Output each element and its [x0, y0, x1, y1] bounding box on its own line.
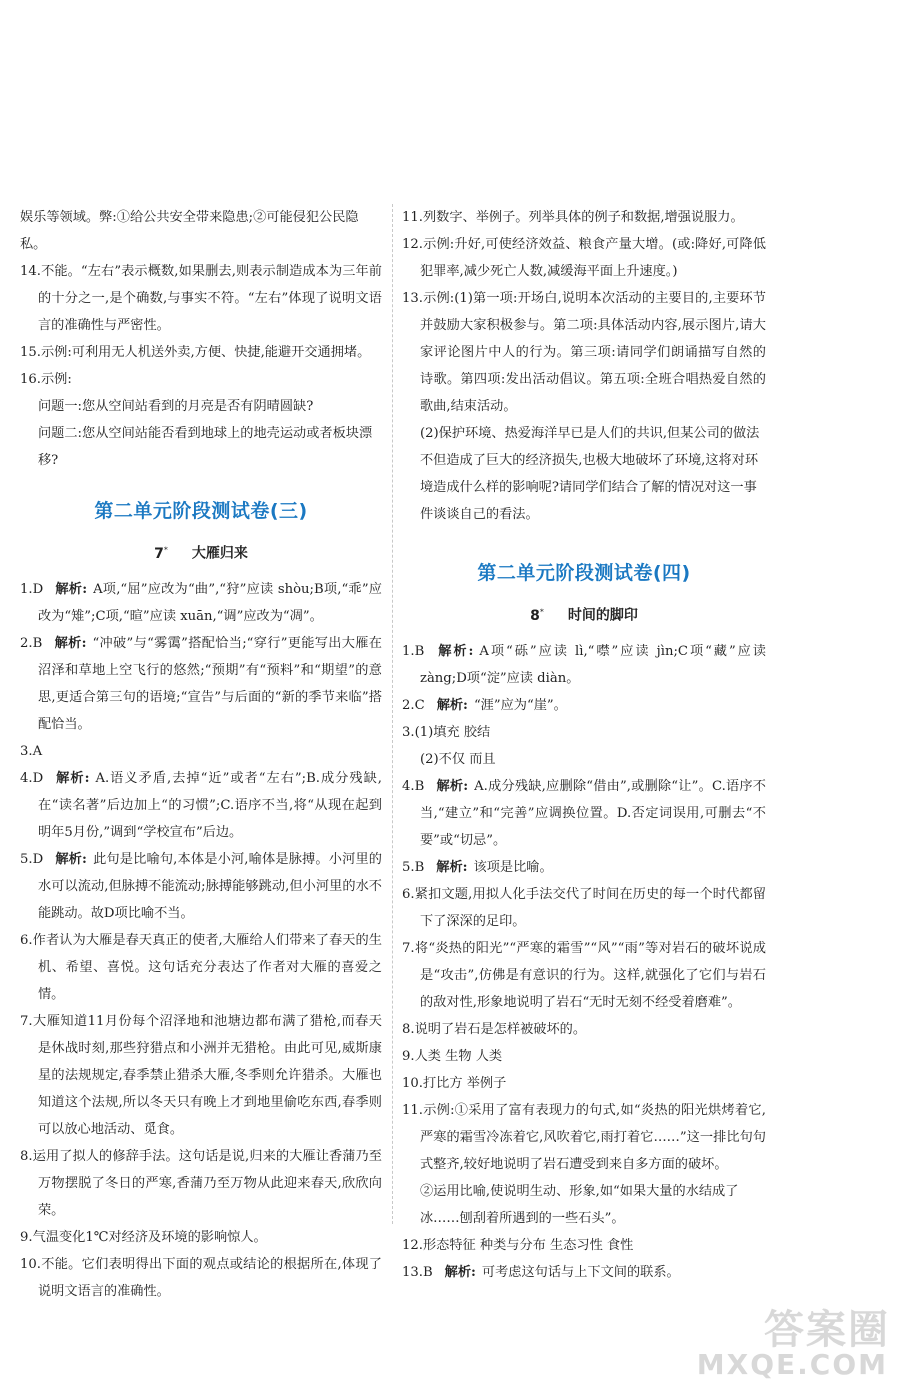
- answer-item: [402, 719, 766, 746]
- answer-text: 打比方 举例子: [422, 1075, 507, 1091]
- answer-number: 9.: [20, 1229, 33, 1245]
- answer-item: [20, 738, 382, 765]
- answer-item: [20, 1251, 382, 1305]
- answer-item: [402, 881, 766, 935]
- answer-text: 形态特征 种类与分布 生态习性 食性: [422, 1237, 634, 1253]
- answer-number: 3.A: [20, 743, 43, 759]
- left-column: [20, 204, 382, 1305]
- answer-text: 作者认为大雁是春天真正的使者,大雁给人们带来了春天的生机、希望、喜悦。这句话充分表达了作者对大雁的喜爱之情。: [32, 932, 382, 1002]
- answer-item: [402, 1232, 766, 1259]
- answer-item: 11.列数字、举例子。列举具体的例子和数据,增强说服力。: [402, 210, 744, 225]
- answer-text: A项“砾”应读 lì,“噤”应读 jìn;C项“藏”应读 zàng;D项“淀”应读 diàn。: [420, 643, 766, 686]
- answer-item: [402, 854, 766, 881]
- answer-text: “涯”应为“崖”。: [473, 697, 567, 713]
- answer-item: 13.示例:(1)第一项:开场白,说明本次活动的主要目的,主要环节并鼓励大家积极参与。第二项:具体活动内容,展示图片,请大家评论图片中人的行为。第三项:请同学们朗诵描写自然的诗歌。第四项:发出活动倡议。第五项:全班合唱热爱自然的歌曲,结束活动。: [402, 291, 766, 414]
- answer-number: 2.B: [20, 635, 43, 651]
- answer-text: 不能。它们表明得出下面的观点或结论的根据所在,体现了说明文语言的准确性。: [38, 1256, 382, 1299]
- answer-item: 娱乐等领域。弊:①给公共安全带来隐患;②可能侵犯公民隐私。: [20, 210, 359, 252]
- lesson-title: 时间的脚印: [567, 607, 638, 624]
- answer-item: [402, 638, 766, 692]
- answer-item: 15.示例:可利用无人机送外卖,方便、快捷,能避开交通拥堵。: [20, 345, 371, 360]
- answer-number: 7.: [402, 940, 415, 956]
- answer-text: A.成分残缺,应删除“借由”,或删除“让”。C.语序不当,“建立”和“完善”应调换位置。D.否定词误用,可删去“不要”或“切忌”。: [420, 778, 766, 848]
- answer-number: 13.B: [402, 1264, 433, 1280]
- answer-number: 12.: [402, 1237, 423, 1253]
- answer-item: [402, 1043, 766, 1070]
- analysis-label: 解析:: [436, 778, 469, 794]
- answer-item: [402, 773, 766, 854]
- answer-item: [402, 1259, 766, 1286]
- answer-number: 4.D: [20, 770, 44, 786]
- answer-text: (1)填充 胶结: [414, 724, 491, 740]
- answer-item: [402, 1070, 766, 1097]
- answer-text: 将“炎热的阳光”“严寒的霜雪”“风”“雨”等对岩石的破坏说成是“攻击”,仿佛是有意识的行为。这样,就强化了它们与岩石的敌对性,形象地说明了岩石“无时无刻不经受着磨难”。: [414, 940, 766, 1010]
- answer-number: 11.: [402, 1102, 423, 1118]
- answer-text: 人类 生物 人类: [414, 1048, 503, 1064]
- answer-item: [402, 692, 766, 719]
- answer-item: [20, 846, 382, 927]
- right-answers-list-1: [402, 638, 766, 746]
- watermark-line-2: MXQE.COM: [696, 1348, 888, 1381]
- q11-sub-2: ②运用比喻,使说明生动、形象,如“如果大量的水结成了冰……刨刮着所遇到的一些石头”。: [420, 1183, 739, 1226]
- answer-text: 此句是比喻句,本体是小河,喻体是脉搏。小河里的水可以流动,但脉搏不能流动;脉搏能够跳动,但小河里的水不能跳动。故D项比喻不当。: [38, 851, 382, 921]
- answer-item: [20, 927, 382, 1008]
- analysis-label: 解析:: [444, 1264, 476, 1280]
- right-column: [402, 204, 766, 1286]
- answer-item: [402, 935, 766, 1016]
- answer-item: 16.示例:: [20, 372, 72, 387]
- analysis-label: 解析:: [54, 635, 87, 651]
- answer-text: 气温变化1℃对经济及环境的影响惊人。: [32, 1229, 267, 1245]
- lesson-mark: *: [163, 545, 168, 554]
- answer-number: 5.D: [20, 851, 44, 867]
- column-divider: [392, 204, 393, 1224]
- answer-number: 7.: [20, 1013, 33, 1029]
- answer-item: [20, 1143, 382, 1224]
- lesson-heading-8: [402, 598, 766, 630]
- answer-number: 5.B: [402, 859, 425, 875]
- answer-text: 该项是比喻。: [473, 859, 553, 875]
- answer-text: A.语义矛盾,去掉“近”或者“左右”;B.成分残缺,在“读名著”后边加上“的习惯”;C.语序不当,将“从现在起到明年5月份,”调到“学校宣布”后边。: [38, 770, 382, 840]
- q16-sub-2: 问题二:您从空间站能否看到地球上的地壳运动或者板块漂移?: [38, 426, 373, 468]
- lesson-number: 8: [530, 607, 540, 624]
- answer-item: [402, 1016, 766, 1043]
- right-answers-list-2: [402, 773, 766, 1178]
- analysis-label: 解析:: [55, 770, 90, 786]
- q3-sub-2: (2)不仅 而且: [420, 751, 496, 767]
- answer-text: 示例:①采用了富有表现力的句式,如“炎热的阳光烘烤着它,严寒的霜雪冷冻着它,风吹着它,雨打着它……”这一排比句句式整齐,较好地说明了岩石遭受到来自多方面的破坏。: [420, 1102, 766, 1172]
- answer-number: 1.B: [402, 643, 425, 659]
- answer-text: 运用了拟人的修辞手法。这句话是说,归来的大雁让香蒲乃至万物摆脱了冬日的严寒,香蒲乃至万物从此迎来春天,欣欣向荣。: [32, 1148, 382, 1218]
- analysis-label: 解析:: [436, 859, 468, 875]
- answer-number: 1.D: [20, 581, 44, 597]
- answer-text: A项,“屈”应改为“曲”,“狩”应读 shòu;B项,“乖”应改为“雉”;C项,“暄”应读 xuān,“调”应改为“凋”。: [38, 581, 382, 624]
- answer-text: 说明了岩石是怎样被破坏的。: [414, 1021, 587, 1037]
- section-title-4: 第二单元阶段测试卷(四): [477, 562, 691, 584]
- q13-sub-2: (2)保护环境、热爱海洋早已是人们的共识,但某公司的做法不但造成了巨大的经济损失,也极大地破坏了环境,这将对环境造成什么样的影响呢?请同学们结合了解的情况对这一事件谈谈自己的看法。: [420, 426, 760, 522]
- answer-item: 12.示例:升好,可使经济效益、粮食产量大增。(或:降好,可降低犯罪率,减少死亡人数,减缓海平面上升速度。): [402, 237, 766, 279]
- answer-number: 3.: [402, 724, 415, 740]
- lesson-title: 大雁归来: [191, 545, 248, 562]
- answer-number: 6.: [20, 932, 33, 948]
- section-title-3: 第二单元阶段测试卷(三): [94, 500, 308, 522]
- answer-number: 4.B: [402, 778, 425, 794]
- answer-item: 14.不能。“左右”表示概数,如果删去,则表示制造成本为三年前的十分之一,是个确数,与事实不符。“左右”体现了说明文语言的准确性与严密性。: [20, 264, 382, 333]
- lesson-mark: *: [539, 607, 544, 616]
- answer-text: 紧扣文题,用拟人化手法交代了时间在历史的每一个时代都留下了深深的足印。: [414, 886, 766, 929]
- analysis-label: 解析:: [436, 697, 468, 713]
- answer-item: [20, 1008, 382, 1143]
- answer-number: 9.: [402, 1048, 415, 1064]
- lesson-heading-7: [20, 536, 382, 568]
- answer-number: 2.C: [402, 697, 425, 713]
- answer-number: 8.: [20, 1148, 33, 1164]
- left-answers-continued: [20, 204, 382, 393]
- answer-number: 10.: [20, 1256, 41, 1272]
- watermark-logo: [696, 1290, 900, 1390]
- answer-text: 大雁知道11月份每个沼泽地和池塘边都布满了猎枪,而春天是休战时刻,那些狩猎点和小洲并无猎枪。由此可见,威斯康星的法规规定,春季禁止猎杀大雁,冬季则允许猎杀。大雁也知道这个法规,所以冬天只有晚上才到地里偷吃东西,春季则可以放心地活动、觅食。: [32, 1013, 382, 1137]
- answer-text: 可考虑这句话与上下文间的联系。: [481, 1264, 680, 1280]
- q16-sub-1: 问题一:您从空间站看到的月亮是否有阴晴圆缺?: [38, 399, 314, 414]
- answer-item: [20, 576, 382, 630]
- answer-number: 6.: [402, 886, 415, 902]
- analysis-label: 解析:: [55, 581, 88, 597]
- watermark-line-1: 答案圈: [764, 1307, 890, 1353]
- lesson-number: 7: [154, 545, 164, 562]
- analysis-label: 解析:: [55, 851, 87, 867]
- answer-number: 8.: [402, 1021, 415, 1037]
- right-answers-continued: [402, 204, 766, 420]
- answer-item: [402, 1097, 766, 1178]
- left-answers-list: [20, 576, 382, 1305]
- answer-item: [20, 630, 382, 738]
- answer-item: [20, 1224, 382, 1251]
- right-answers-list-3: [402, 1232, 766, 1286]
- answer-text: “冲破”与“雾霭”搭配恰当;“穿行”更能写出大雁在沼泽和草地上空飞行的悠然;“预期”有“预料”和“期望”的意思,更适合第三句的语境;“宣告”与后面的“新的季节来临”搭配恰当。: [38, 635, 382, 732]
- answer-item: [20, 765, 382, 846]
- answer-number: 10.: [402, 1075, 423, 1091]
- analysis-label: 解析:: [436, 643, 474, 659]
